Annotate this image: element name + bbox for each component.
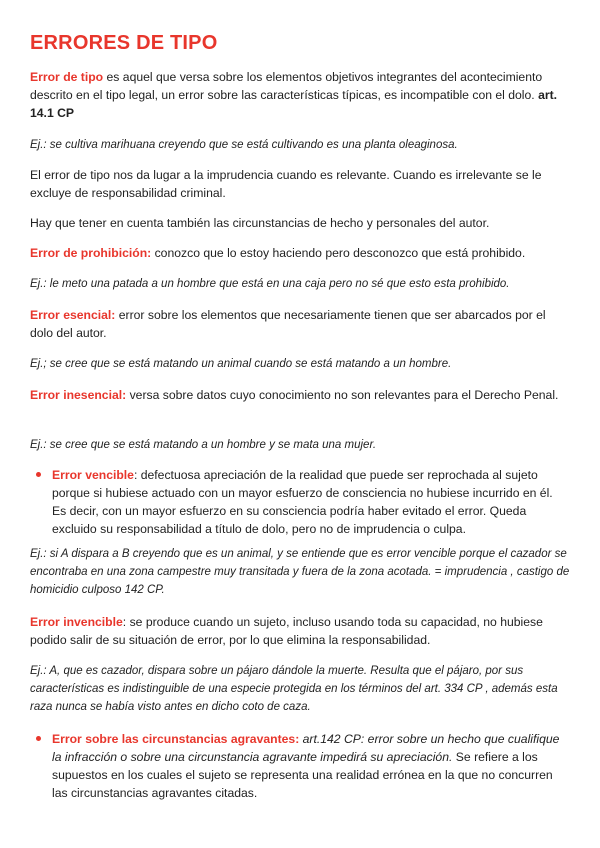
bullet-error-vencible <box>52 466 570 538</box>
bullet-dot <box>36 472 41 477</box>
term-circunstancias-agravantes: Error sobre las circunstancias agravantes: <box>52 732 300 746</box>
example-3: Ej.; se cree que se está matando un animal cuando se está matando a un hombre. <box>30 358 452 370</box>
term-error-inesencial: Error inesencial: <box>30 388 127 402</box>
term-error-vencible: Error vencible <box>52 468 134 482</box>
article-reference: art. 14.1 CP <box>30 88 558 120</box>
example-6: Ej.: A, que es cazador, dispara sobre un pájaro dándole la muerte. Resulta que el pájaro, por sus características es indistinguible de una especie protegida en los términos del art. 334 CP , además esta raza nunca se había visto antes en dicho coto de caza. <box>30 665 558 713</box>
paragraph-imprudencia: El error de tipo nos da lugar a la imprudencia cuando es relevante. Cuando es irrelevante se le excluye de responsabilidad criminal. <box>30 168 542 200</box>
definition-text: es aquel que versa sobre los elementos objetivos integrantes del acontecimiento descrito en el tipo legal, un error sobre las características típicas, es incompatible con el dolo. <box>30 70 543 102</box>
term-error-invencible: Error invencible <box>30 615 123 629</box>
example-4: Ej.: se cree que se está matando a un hombre y se mata una mujer. <box>30 439 377 451</box>
bullet-dot <box>36 736 41 741</box>
paragraph-error-de-tipo <box>30 68 570 122</box>
example-5: Ej.: si A dispara a B creyendo que es un animal, y se entiende que es error vencible porque el cazador se encontraba en una zona campestre muy transitada y fuera de la zona acotada. = imprudencia , castigo de homicidio culposo 142 CP. <box>30 548 570 596</box>
paragraph-circunstancias: Hay que tener en cuenta también las circunstancias de hecho y personales del autor. <box>30 216 490 230</box>
definition-text: versa sobre datos cuyo conocimiento no son relevantes para el Derecho Penal. <box>126 388 559 402</box>
example-1: Ej.: se cultiva marihuana creyendo que se está cultivando es una planta oleaginosa. <box>30 139 458 151</box>
definition-text: Se refiere a los supuestos en los cuales el sujeto se representa una realidad errónea en la que no concurren las circunstancias agravantes citadas. <box>52 750 553 800</box>
term-error-de-tipo: Error de tipo <box>30 70 104 84</box>
definition-text: : defectuosa apreciación de la realidad que puede ser reprochada al sujeto porque si hubiese actuado con un mayor esfuerzo de consciencia no hubiese incurrido en él. Es decir, con un mayor esfuerzo en su consciencia podría haber evitado el error. Queda excluido su responsabilidad a título de dolo, pero no de imprudencia o culpa. <box>52 468 553 536</box>
paragraph-error-prohibicion <box>30 244 570 262</box>
example-2: Ej.: le meto una patada a un hombre que está en una caja pero no sé que esto esta prohibido. <box>30 278 510 290</box>
paragraph-error-invencible <box>30 613 570 649</box>
article-142-text: art.142 CP: error sobre un hecho que cualifique la infracción o sobre una circunstancia agravante impedirá su apreciación. <box>52 732 560 764</box>
definition-text: error sobre los elementos que necesariamente tienen que ser abarcados por el dolo del autor. <box>30 308 546 340</box>
paragraph-error-inesencial <box>30 386 570 404</box>
term-error-esencial: Error esencial: <box>30 308 116 322</box>
definition-text: conozco que lo estoy haciendo pero desconozco que está prohibido. <box>151 246 526 260</box>
paragraph-error-esencial <box>30 306 570 342</box>
page-title: ERRORES DE TIPO <box>30 32 218 54</box>
definition-text: : se produce cuando un sujeto, incluso usando toda su capacidad, no hubiese podido salir de su situación de error, por lo que elimina la responsabilidad. <box>30 615 543 647</box>
bullet-circunstancias-agravantes <box>52 730 570 802</box>
term-error-prohibicion: Error de prohibición: <box>30 246 152 260</box>
